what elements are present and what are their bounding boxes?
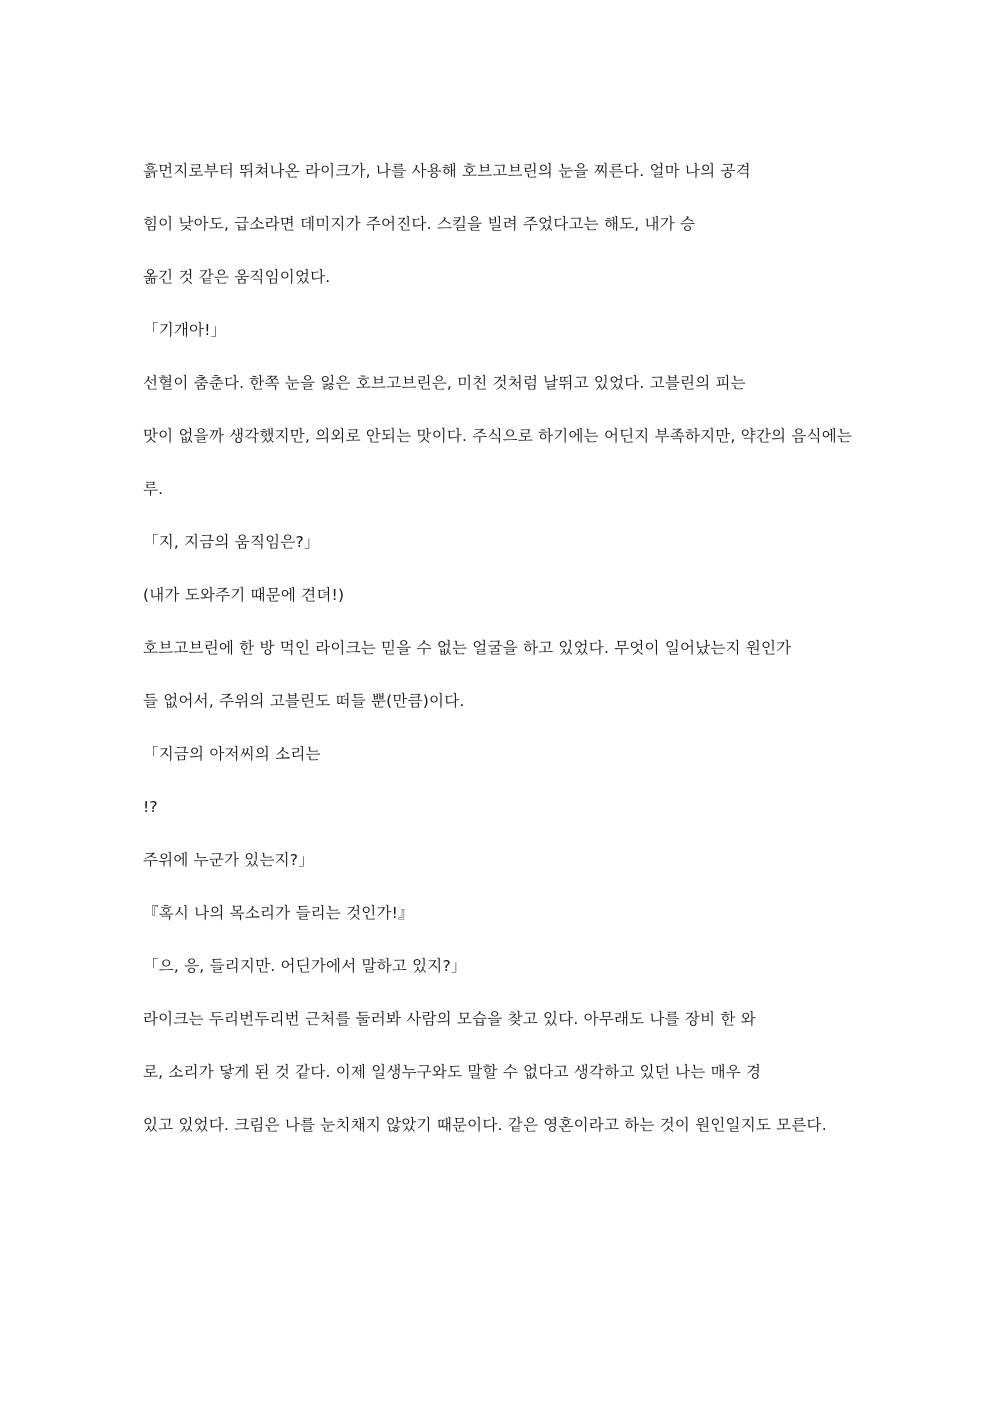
paragraph: 맛이 없을까 생각했지만, 의외로 안되는 맛이다. 주식으로 하기에는 어딘지 부족하지만, 약간의 음식에는 [143,427,853,445]
paragraph: 힘이 낮아도, 급소라면 데미지가 주어진다. 스킬을 빌려 주었다고는 해도, 내가 승 [143,215,696,233]
paragraph: 호브고브린에 한 방 먹인 라이크는 믿을 수 없는 얼굴을 하고 있었다. 무엇이 일어났는지 원인가 [143,639,792,657]
paragraph: 「으, 응, 들리지만. 어딘가에서 말하고 있지?」 [143,957,467,975]
paragraph: (내가 도와주기 때문에 견뎌!) [143,586,345,604]
paragraph: 루. [143,480,164,498]
paragraph: 흙먼지로부터 뛰쳐나온 라이크가, 나를 사용해 호브고브린의 눈을 찌른다. 얼마 나의 공격 [143,162,751,180]
paragraph: 「기개아!」 [143,321,227,339]
paragraph: 주위에 누군가 있는지?」 [143,851,314,869]
paragraph: 선혈이 춤춘다. 한쪽 눈을 잃은 호브고브린은, 미친 것처럼 날뛰고 있었다. 고블린의 피는 [143,374,746,392]
paragraph: 『혹시 나의 목소리가 들리는 것인가!』 [143,904,414,922]
paragraph: 옮긴 것 같은 움직임이었다. [143,268,331,286]
paragraph: 「지금의 아저씨의 소리는 [143,745,321,763]
paragraph: 라이크는 두리번두리번 근처를 둘러봐 사람의 모습을 찾고 있다. 아무래도 나를 장비 한 와 [143,1010,756,1028]
paragraph: 있고 있었다. 크림은 나를 눈치채지 않았기 때문이다. 같은 영혼이라고 하는 것이 원인일지도 모른다. [143,1116,827,1134]
paragraph: 「지, 지금의 움직임은?」 [143,533,320,551]
paragraph: 로, 소리가 닿게 된 것 같다. 이제 일생누구와도 말할 수 없다고 생각하고 있던 나는 매우 경 [143,1063,762,1081]
paragraph: !? [143,798,158,816]
document-body [143,160,855,1136]
paragraph: 들 없어서, 주위의 고블린도 떠들 뿐(만큼)이다. [143,692,465,710]
